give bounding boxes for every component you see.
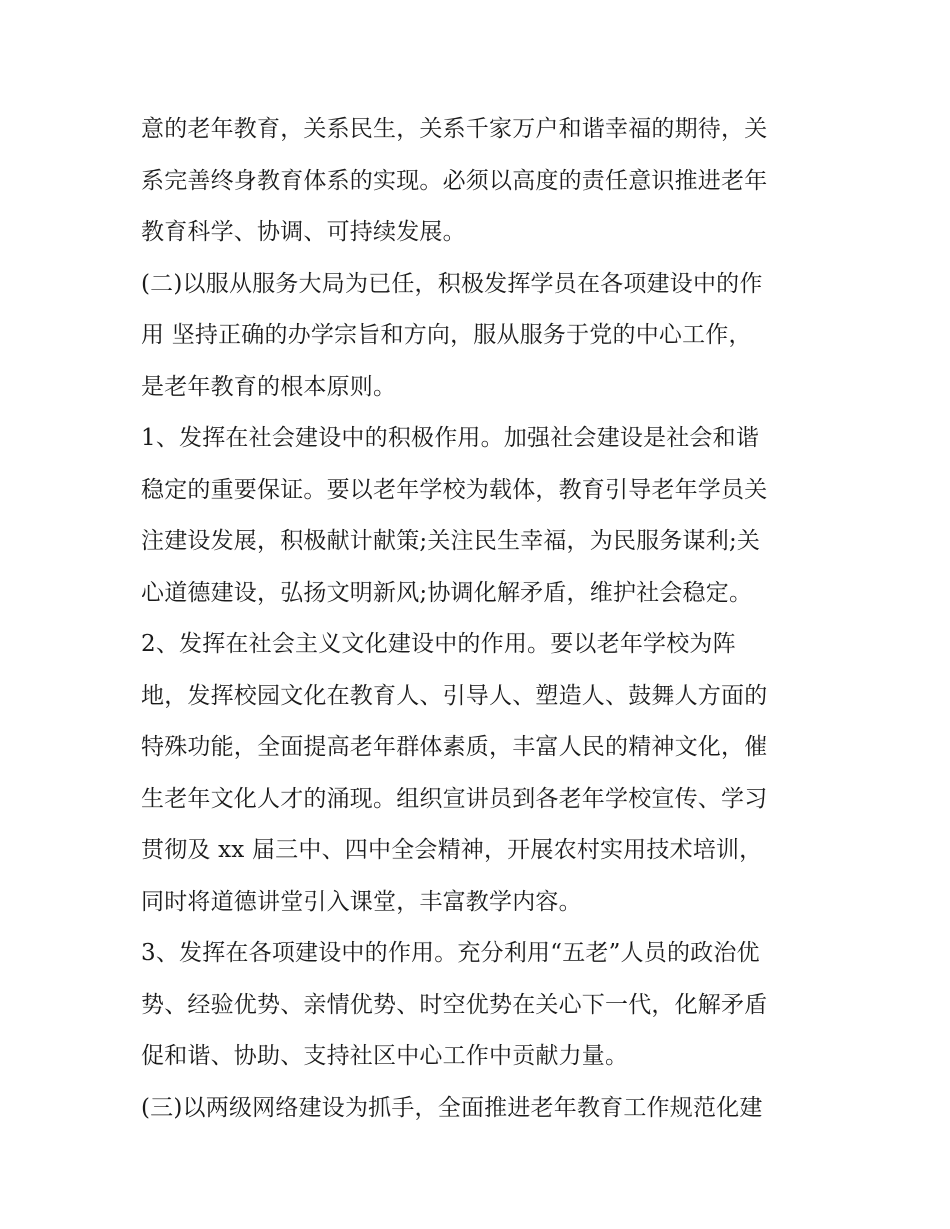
- body-text: [141, 104, 821, 1134]
- text-line: 系完善终身教育体系的实现。必须以高度的责任意识推进老年: [141, 167, 768, 194]
- text-line: 用 坚持正确的办学宗旨和方向，服从服务于党的中心工作，: [141, 322, 752, 348]
- text-line: 生老年文化人才的涌现。组织宣讲员到各老年学校宣传、学习: [141, 785, 768, 812]
- text-line: 心道德建设，弘扬文明新风;协调化解矛盾，维护社会稳定。: [141, 579, 753, 606]
- text-line: 教育科学、协调、可持续发展。: [141, 219, 466, 245]
- section-heading-line: (二)以服从服务大局为已任，积极发挥学员在各项建设中的作: [141, 270, 763, 297]
- text-line: 贯彻及 xx 届三中、四中全会精神，开展农村实用技术培训，: [141, 837, 763, 863]
- text-line: 促和谐、协助、支持社区中心工作中贡献力量。: [141, 1043, 629, 1069]
- text-line: 意的老年教育，关系民生，关系千家万户和谐幸福的期待，关: [141, 116, 768, 142]
- item-heading-line: 3、发挥在各项建设中的作用。充分利用“五老”人员的政治优: [141, 940, 760, 966]
- text-line: 注建设发展，积极献计献策;关注民生幸福，为民服务谋利;关: [141, 528, 761, 554]
- item-heading-line: 1、发挥在社会建设中的积极作用。加强社会建设是社会和谐: [141, 425, 760, 451]
- text-line: 稳定的重要保证。要以老年学校为载体，教育引导老年学员关: [141, 476, 768, 503]
- text-line: 同时将道德讲堂引入课堂，丰富教学内容。: [141, 888, 582, 915]
- section-heading-line: (三)以两级网络建设为抓手，全面推进老年教育工作规范化建: [141, 1094, 763, 1121]
- text-line: 特殊功能，全面提高老年群体素质，丰富人民的精神文化，催: [141, 734, 768, 760]
- text-line: 势、经验优势、亲情优势、时空优势在关心下一代，化解矛盾: [141, 991, 768, 1018]
- text-line: 是老年教育的根本原则。: [141, 373, 397, 400]
- item-heading-line: 2、发挥在社会主义文化建设中的作用。要以老年学校为阵: [141, 631, 736, 657]
- text-line: 地，发挥校园文化在教育人、引导人、塑造人、鼓舞人方面的: [141, 682, 768, 709]
